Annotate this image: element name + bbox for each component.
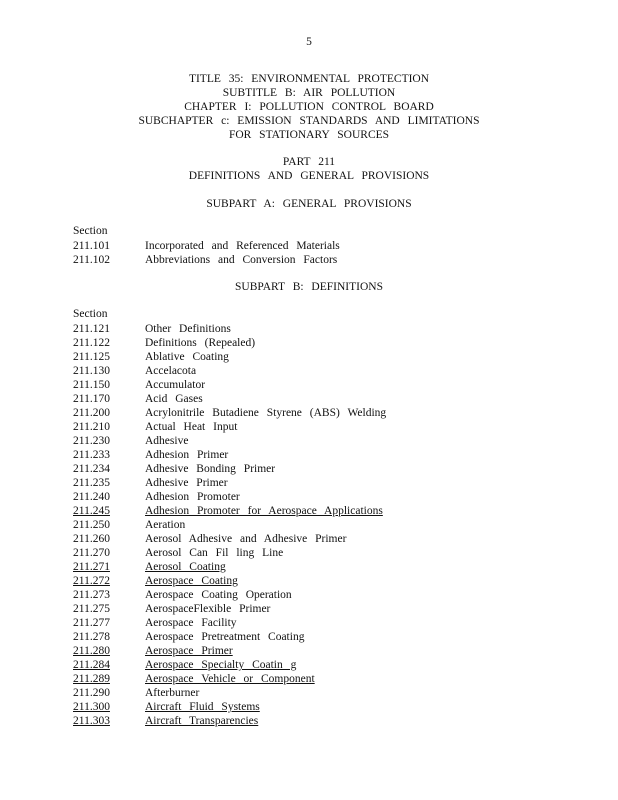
- section-number: 211.210: [73, 421, 110, 433]
- section-title: Definitions (Repealed): [145, 337, 256, 349]
- subtitle-line: SUBTITLE B: AIR POLLUTION: [222, 87, 396, 99]
- page-number: 5: [306, 36, 312, 48]
- section-number: 211.273: [73, 589, 110, 601]
- section-title: Aerospace Primer: [145, 645, 233, 657]
- section-title: Actual Heat Input: [145, 421, 238, 433]
- section-title: Aerosol Can Fil ling Line: [145, 547, 284, 559]
- section-entry: [0, 658, 618, 672]
- subchapter-line: SUBCHAPTER c: EMISSION STANDARDS AND LIMITATIONS: [138, 115, 480, 127]
- section-number: 211.284: [73, 659, 110, 671]
- section-number: 211.289: [73, 673, 110, 685]
- section-entry: [0, 420, 618, 434]
- section-entry: [0, 434, 618, 448]
- section-number: 211.277: [73, 617, 110, 629]
- section-title: Accelacota: [145, 365, 197, 377]
- section-number: 211.101: [73, 240, 110, 252]
- section-number: 211.150: [73, 379, 110, 391]
- section-number: 211.125: [73, 351, 110, 363]
- section-entry: [0, 239, 618, 253]
- section-number: 211.275: [73, 603, 110, 615]
- section-entry: [0, 364, 618, 378]
- section-entry: [0, 350, 618, 364]
- section-title: AerospaceFlexible Primer: [145, 603, 271, 615]
- chapter-line: CHAPTER I: POLLUTION CONTROL BOARD: [184, 101, 434, 113]
- section-number: 211.245: [73, 505, 110, 517]
- section-number: 211.303: [73, 715, 110, 727]
- section-entry: [0, 574, 618, 588]
- section-number: 211.300: [73, 701, 110, 713]
- section-title: Adhesive: [145, 435, 189, 447]
- section-number: 211.230: [73, 435, 110, 447]
- section-title: Aerospace Vehicle or Component: [145, 673, 315, 685]
- section-number: 211.234: [73, 463, 110, 475]
- section-entry: [0, 546, 618, 560]
- section-title: Afterburner: [145, 687, 200, 699]
- section-number: 211.200: [73, 407, 110, 419]
- section-title: Accumulator: [145, 379, 206, 391]
- section-title: Aircraft Fluid Systems: [145, 701, 260, 713]
- section-title: Adhesive Primer: [145, 477, 228, 489]
- section-title: Aerospace Coating: [145, 575, 238, 587]
- section-title: Aircraft Transparencies: [145, 715, 259, 727]
- section-entry: [0, 532, 618, 546]
- section-number: 211.278: [73, 631, 110, 643]
- subpart-b-heading-block: [0, 280, 618, 294]
- subchapter-line-2: FOR STATIONARY SOURCES: [228, 129, 390, 141]
- section-title: Aerospace Specialty Coatin g: [145, 659, 297, 671]
- section-title: Aerospace Facility: [145, 617, 237, 629]
- title-header: [0, 72, 618, 142]
- section-number: 211.271: [73, 561, 110, 573]
- section-entry: [0, 686, 618, 700]
- section-number: 211.102: [73, 254, 110, 266]
- section-title: Ablative Coating: [145, 351, 229, 363]
- section-title: Acid Gases: [145, 393, 203, 405]
- section-title: Aerosol Adhesive and Adhesive Primer: [145, 533, 347, 545]
- section-entry: [0, 602, 618, 616]
- section-entry: [0, 392, 618, 406]
- subpart-a-entries: [0, 239, 618, 267]
- section-number: 211.270: [73, 547, 110, 559]
- section-entry: [0, 490, 618, 504]
- subpart-a-heading-block: [0, 197, 618, 211]
- section-title: Other Definitions: [145, 323, 231, 335]
- section-number: 211.122: [73, 337, 110, 349]
- section-number: 211.290: [73, 687, 110, 699]
- section-number: 211.170: [73, 393, 110, 405]
- part-header: [0, 155, 618, 183]
- section-entry: [0, 253, 618, 267]
- section-number: 211.260: [73, 533, 110, 545]
- part-title: DEFINITIONS AND GENERAL PROVISIONS: [188, 170, 430, 182]
- section-entry: [0, 560, 618, 574]
- subpart-a-heading: SUBPART A: GENERAL PROVISIONS: [206, 198, 412, 210]
- section-number: 211.233: [73, 449, 110, 461]
- subpart-b-heading: SUBPART B: DEFINITIONS: [235, 281, 383, 293]
- section-title: Abbreviations and Conversion Factors: [145, 254, 338, 266]
- section-entry: [0, 378, 618, 392]
- section-entry: [0, 700, 618, 714]
- part-number: PART 211: [282, 156, 336, 168]
- section-number: 211.240: [73, 491, 110, 503]
- section-number: 211.235: [73, 477, 110, 489]
- section-title: Aerospace Pretreatment Coating: [145, 631, 305, 643]
- section-entry: [0, 336, 618, 350]
- subpart-a-section-label: Section: [73, 225, 108, 237]
- section-title: Adhesion Promoter: [145, 491, 240, 503]
- section-number: 211.250: [73, 519, 110, 531]
- section-entry: [0, 322, 618, 336]
- section-entry: [0, 644, 618, 658]
- section-entry: [0, 616, 618, 630]
- section-title: Adhesion Primer: [145, 449, 229, 461]
- section-entry: [0, 476, 618, 490]
- section-entry: [0, 588, 618, 602]
- section-entry: [0, 714, 618, 728]
- section-number: 211.280: [73, 645, 110, 657]
- subpart-b-section-label: Section: [73, 308, 108, 320]
- section-entry: [0, 462, 618, 476]
- section-title: Aerosol Coating: [145, 561, 226, 573]
- section-title: Acrylonitrile Butadiene Styrene (ABS) Welding: [145, 407, 387, 419]
- section-entry: [0, 630, 618, 644]
- section-number: 211.272: [73, 575, 110, 587]
- subpart-b-entries: [0, 322, 618, 728]
- section-number: 211.121: [73, 323, 110, 335]
- section-entry: [0, 448, 618, 462]
- section-entry: [0, 504, 618, 518]
- section-entry: [0, 672, 618, 686]
- section-number: 211.130: [73, 365, 110, 377]
- title-line: TITLE 35: ENVIRONMENTAL PROTECTION: [188, 73, 430, 85]
- section-title: Incorporated and Referenced Materials: [145, 240, 340, 252]
- section-title: Adhesive Bonding Primer: [145, 463, 276, 475]
- section-entry: [0, 518, 618, 532]
- section-title: Aerospace Coating Operation: [145, 589, 292, 601]
- section-title: Aeration: [145, 519, 186, 531]
- section-title: Adhesion Promoter for Aerospace Applications: [145, 505, 383, 517]
- section-entry: [0, 406, 618, 420]
